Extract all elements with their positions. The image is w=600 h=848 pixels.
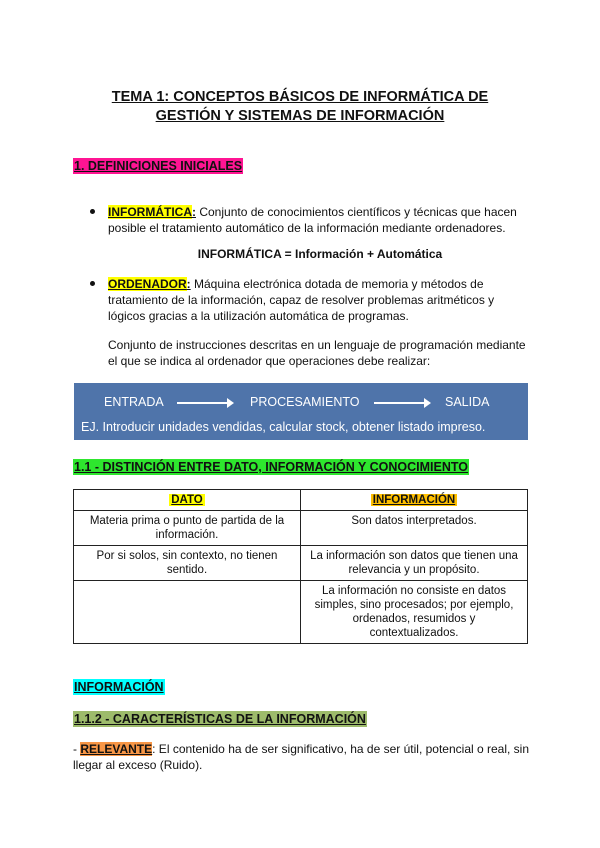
bullet-ordenador xyxy=(90,276,530,324)
table-header-row xyxy=(74,490,528,511)
definition-ordenador: Máquina electrónica dotada de memoria y métodos de tratamiento de la información, capaz de resolver problemas aritméticos y lógicos gracias a la utilización automática de programas. xyxy=(108,277,495,323)
definition-relevante: : El contenido ha de ser significativo, ha de ser útil, potencial o real, sin llegar al exceso (Ruido). xyxy=(73,742,530,772)
section-heading-caracteristicas: 1.1.2 - CARACTERÍSTICAS DE LA INFORMACIÓN xyxy=(74,712,366,726)
arrow-right-icon xyxy=(177,402,232,404)
term-ordenador: ORDENADOR xyxy=(108,277,187,291)
flow-step-salida: SALIDA xyxy=(445,395,490,409)
term-colon: : xyxy=(186,277,191,291)
table-cell: La información son datos que tienen una relevancia y un propósito. xyxy=(301,546,528,581)
title-line-2: GESTIÓN Y SISTEMAS DE INFORMACIÓN xyxy=(155,108,445,124)
column-header-informacion: INFORMACIÓN xyxy=(372,494,456,506)
formula-informatica: INFORMÁTICA = Información + Automática xyxy=(197,247,443,261)
table-cell: Son datos interpretados. xyxy=(301,511,528,546)
comparison-table xyxy=(73,489,528,644)
term-relevante: RELEVANTE xyxy=(80,742,153,756)
document-title xyxy=(90,88,510,126)
section-heading-definiciones: 1. DEFINICIONES INICIALES xyxy=(74,159,243,173)
flow-step-entrada: ENTRADA xyxy=(104,395,164,409)
flow-step-procesamiento: PROCESAMIENTO xyxy=(250,395,360,409)
section-heading-informacion: INFORMACIÓN xyxy=(74,680,164,694)
definition-informatica: Conjunto de conocimientos científicos y técnicas que hacen posible el tratamiento automático de la información mediante ordenadores. xyxy=(108,205,517,235)
bullet-dot-icon xyxy=(90,281,95,286)
table-row xyxy=(74,581,528,644)
flow-example: EJ. Introducir unidades vendidas, calcular stock, obtener listado impreso. xyxy=(81,420,486,434)
arrow-right-icon xyxy=(374,402,429,404)
table-cell: La información no consiste en datos simples, sino procesados; por ejemplo, ordenados, resumidos y contextualizados. xyxy=(301,581,528,644)
characteristic-relevante xyxy=(73,741,533,773)
table-cell: Por si solos, sin contexto, no tienen sentido. xyxy=(74,546,301,581)
dash: - xyxy=(73,742,81,756)
table-row xyxy=(74,546,528,581)
program-paragraph: Conjunto de instrucciones descritas en un lenguaje de programación mediante el que se indica al ordenador que operaciones debe realizar: xyxy=(108,338,526,368)
bullet-dot-icon xyxy=(90,209,95,214)
table-row xyxy=(74,511,528,546)
section-heading-distincion: 1.1 - DISTINCIÓN ENTRE DATO, INFORMACIÓN Y CONOCIMIENTO xyxy=(74,460,469,474)
table-cell: Materia prima o punto de partida de la información. xyxy=(74,511,301,546)
bullet-informatica xyxy=(90,204,530,236)
title-line-1: TEMA 1: CONCEPTOS BÁSICOS DE INFORMÁTICA DE xyxy=(111,89,489,105)
term-informatica: INFORMÁTICA xyxy=(108,205,192,219)
column-header-dato: DATO xyxy=(171,494,203,506)
table-cell xyxy=(74,581,301,644)
term-colon: : xyxy=(192,205,196,219)
process-flow-box xyxy=(74,383,528,440)
